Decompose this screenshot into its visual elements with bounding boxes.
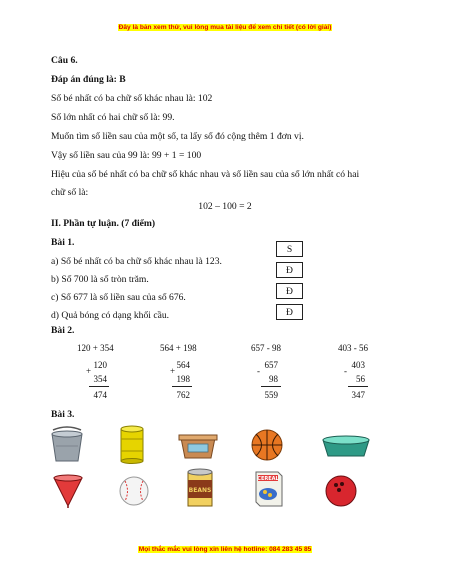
calc-2-top: 564 [176,360,190,370]
q6-line-5: Hiệu của số bé nhất có ba chữ số khác nhau và số liền sau của số lớn nhất có hai [51,169,360,180]
calc-4-op: - [344,366,347,376]
calc-3-result: 559 [264,390,278,400]
q6-title: Câu 6. [51,55,78,66]
banner-top: Đây là bản xem thử, vui lòng mua tài liệu để xem chi tiết (có lời giải) [118,24,332,31]
calc-1-rule [89,386,109,387]
bai1-title: Bài 1. [51,237,75,248]
calc-1-op: + [86,366,92,376]
answer-box-c: Đ [276,283,303,299]
calc-1-result: 474 [93,390,107,400]
bai3-title: Bài 3. [51,409,75,420]
calc-2-op: + [170,366,176,376]
bai2-expr-4: 403 - 56 [338,343,368,353]
bai1-item-a: a) Số bé nhất có ba chữ số khác nhau là 123. [51,256,222,267]
bai1-item-c: c) Số 677 là số liền sau của số 676. [51,292,186,303]
banner-bottom: Mọi thắc mắc vui lòng xin liên hệ hotline: 084 283 45 85 [138,546,312,553]
bai1-item-b: b) Số 700 là số tròn trăm. [51,274,149,285]
answer-box-d: Đ [276,304,303,320]
bai2-expr-1: 120 + 354 [77,343,114,353]
q6-answer: Đáp án đúng là: B [51,74,126,85]
calc-2-result: 762 [176,390,190,400]
basin-icon [320,434,372,465]
q6-equation: 102 – 100 = 2 [198,201,252,212]
bai2-expr-3: 657 - 98 [251,343,281,353]
svg-text:BEANS: BEANS [188,487,212,494]
cereal-box-icon [252,468,286,513]
q6-line-2: Số lớn nhất có hai chữ số là: 99. [51,112,175,123]
calc-2-rule [172,386,192,387]
answer-box-b: Đ [276,262,303,278]
calc-3-top: 657 [264,360,278,370]
bowling-ball-icon [324,474,358,513]
answer-box-a: S [276,241,303,257]
beans-can-icon [186,468,214,513]
baseball-icon [118,475,150,512]
calc-1-bottom: 354 [93,374,107,384]
bai2-expr-2: 564 + 198 [160,343,197,353]
calc-3-op: - [257,366,260,376]
basket-box-icon [177,432,219,465]
cone-funnel-icon [51,473,85,514]
calc-2-bottom: 198 [176,374,190,384]
calc-4-rule [348,386,368,387]
calc-3-rule [261,386,281,387]
q6-line-3: Muốn tìm số liền sau của một số, ta lấy số đó cộng thêm 1 đơn vị. [51,131,304,142]
calc-4-result: 347 [351,390,365,400]
part2-title: II. Phần tự luận. (7 điểm) [51,218,156,229]
calc-3-bottom: 98 [269,374,278,384]
q6-line-4: Vậy số liền sau của 99 là: 99 + 1 = 100 [51,150,202,161]
svg-text:CEREAL: CEREAL [257,476,279,482]
basketball-icon [250,428,284,467]
bai2-title: Bài 2. [51,325,75,336]
cylinder-can-icon [118,424,146,469]
q6-line-1: Số bé nhất có ba chữ số khác nhau là: 102 [51,93,213,104]
q6-line-6: chữ số là: [51,187,89,198]
bai1-item-d: d) Quả bóng có dạng khối cầu. [51,310,170,321]
calc-1-top: 120 [93,360,107,370]
calc-4-bottom: 56 [356,374,365,384]
bucket-icon [47,426,87,469]
calc-4-top: 403 [351,360,365,370]
